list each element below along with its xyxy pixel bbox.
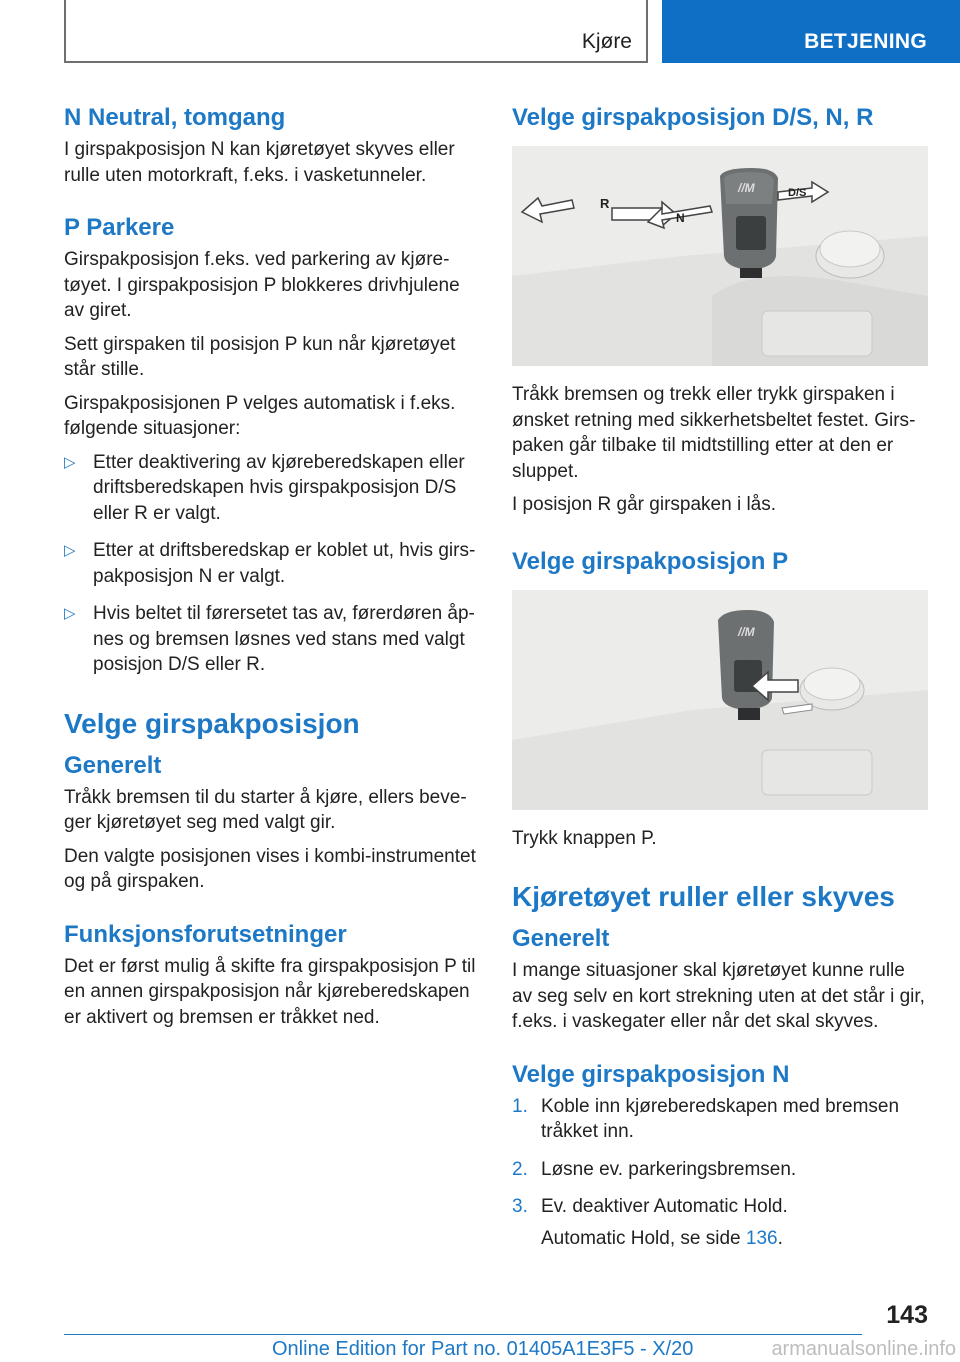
list-item: ▷ Hvis beltet til førersetet tas av, førerdøren åpnes og bremsen løsnes ved stans med valgt posisjon D/S eller R. — [64, 603, 475, 675]
right-column — [512, 104, 928, 1259]
general-heading: Generelt — [64, 751, 162, 779]
function-requirements-heading: Funksjonsforutsetninger — [64, 920, 347, 948]
list-item: ▷ Etter at driftsberedskap er koblet ut, hvis girspakposisjon N er valgt. — [64, 540, 476, 587]
triangle-bullet-icon: ▷ — [64, 605, 76, 622]
header-chapter-label: BETJENING — [804, 30, 927, 53]
function-requirements-paragraph: Det er først mulig å skifte fra girspakposisjon P til en annen girspakposisjon når kjøreberedskapen er aktivert og bremsen er tråkket ned. — [64, 955, 476, 1028]
select-n-steps — [512, 1094, 928, 1220]
park-paragraph-3: Girspakposisjonen P velges automatisk i f.eks. følgende situasjoner: — [64, 392, 456, 439]
page-number: 143 — [886, 1301, 928, 1329]
select-p-heading: Velge girspakposisjon P — [512, 547, 789, 575]
rolling-heading: Kjøretøyet ruller eller skyves — [512, 881, 895, 912]
dsnr-paragraph-2: I posisjon R går girspaken i lås. — [512, 494, 777, 515]
gear-selector-dsnr-illustration — [512, 146, 928, 366]
left-column — [64, 104, 484, 1038]
svg-text://M: //M — [738, 624, 755, 639]
lever-label-n: N — [676, 211, 685, 225]
step-note: Automatic Hold, se side 136. — [541, 1227, 783, 1249]
page-reference-link[interactable]: 136 — [745, 1227, 778, 1249]
triangle-bullet-icon: ▷ — [64, 453, 76, 471]
rolling-general-heading: Generelt — [512, 925, 610, 952]
watermark: armanualsonline.info — [771, 1338, 956, 1360]
list-item: 3. Ev. deaktiver Automatic Hold. — [512, 1196, 788, 1217]
select-gear-heading: Velge girspakposisjon — [64, 707, 360, 739]
select-dsnr-heading: Velge girspakposisjon D/S, N, R — [512, 104, 874, 131]
header-chapter-tab[interactable] — [662, 0, 960, 63]
triangle-bullet-icon: ▷ — [64, 542, 76, 559]
select-n-heading: Velge girspakposisjon N — [512, 1060, 790, 1088]
header-section-box — [64, 0, 648, 63]
lever-label-ds: D/S — [788, 187, 807, 199]
general-paragraph-2: Den valgte posisjonen vises i kombi-instrumentet og på girspaken. — [64, 845, 476, 892]
list-item: ▷ Etter deaktivering av kjøreberedskapen eller driftsberedskapen hvis girspakposisjon D/S eller R er valgt. — [64, 451, 465, 524]
header-section-label: Kjøre — [581, 30, 632, 53]
neutral-paragraph: I girspakposisjon N kan kjøretøyet skyves eller rulle uten motorkraft, f.eks. i vasketunneler. — [64, 139, 455, 186]
lever-label-r: R — [600, 196, 610, 211]
p-paragraph: Trykk knappen P. — [512, 827, 657, 849]
park-bullet-list — [64, 450, 484, 678]
svg-text://M: //M — [738, 181, 755, 195]
footer-divider — [64, 1334, 862, 1335]
rolling-paragraph: I mange situasjoner skal kjøretøyet kunne rulle av seg selv en kort strekning uten at det står i gir, f.eks. i vaskegater eller når det skal skyves. — [512, 960, 925, 1032]
footer-edition-text: Online Edition for Part no. 01405A1E3F5 - X/20 — [272, 1338, 694, 1360]
neutral-heading: N Neutral, tomgang — [64, 104, 286, 131]
gear-selector-p-illustration — [512, 590, 928, 810]
general-paragraph-1: Tråkk bremsen til du starter å kjøre, ellers beveger kjøretøyet seg med valgt gir. — [64, 786, 467, 833]
park-paragraph-1: Girspakposisjon f.eks. ved parkering av kjøretøyet. I girspakposisjon P blokkeres drivhjulene av giret. — [64, 249, 460, 321]
list-item: 2. Løsne ev. parkeringsbremsen. — [512, 1158, 797, 1180]
dsnr-paragraph-1: Tråkk bremsen og trekk eller trykk girspaken i ønsket retning med sikkerhetsbeltet festet. Girspaken går tilbake til midtstilling etter at den er sluppet. — [512, 384, 916, 482]
park-heading: P Parkere — [64, 214, 175, 241]
list-item: 1. Koble inn kjøreberedskapen med bremsen tråkket inn. — [512, 1095, 900, 1142]
park-paragraph-2: Sett girspaken til posisjon P kun når kjøretøyet står stille. — [64, 333, 456, 380]
